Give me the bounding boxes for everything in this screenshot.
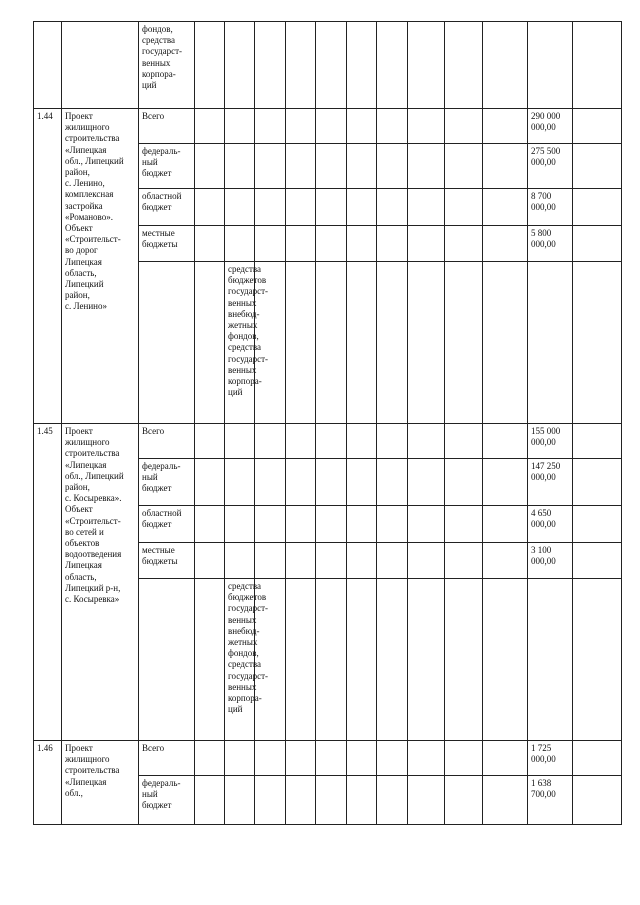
funding-source-cell: Всего bbox=[139, 424, 195, 459]
empty-cell bbox=[195, 543, 225, 579]
empty-cell bbox=[255, 543, 286, 579]
empty-cell bbox=[483, 189, 528, 226]
empty-cell bbox=[286, 144, 316, 189]
empty-cell bbox=[483, 776, 528, 825]
empty-cell bbox=[347, 776, 377, 825]
empty-cell bbox=[377, 506, 408, 543]
empty-cell bbox=[377, 579, 408, 741]
empty-cell bbox=[445, 741, 483, 776]
empty-cell bbox=[225, 543, 255, 579]
table-row bbox=[34, 109, 622, 144]
empty-cell bbox=[573, 579, 622, 741]
empty-cell bbox=[225, 109, 255, 144]
item-number-cell: 1.45 bbox=[34, 424, 62, 741]
budget-table bbox=[33, 21, 622, 825]
empty-cell bbox=[225, 22, 255, 109]
empty-cell bbox=[377, 424, 408, 459]
empty-cell bbox=[408, 109, 445, 144]
empty-cell bbox=[483, 459, 528, 506]
empty-cell bbox=[408, 776, 445, 825]
empty-cell bbox=[445, 579, 483, 741]
empty-cell bbox=[255, 506, 286, 543]
empty-cell bbox=[573, 226, 622, 262]
empty-cell bbox=[255, 144, 286, 189]
empty-cell bbox=[445, 189, 483, 226]
empty-cell bbox=[408, 22, 445, 109]
empty-cell bbox=[377, 741, 408, 776]
empty-cell bbox=[408, 741, 445, 776]
empty-cell bbox=[445, 262, 483, 424]
empty-cell bbox=[445, 543, 483, 579]
empty-cell bbox=[573, 189, 622, 226]
empty-cell bbox=[347, 262, 377, 424]
project-cell: Проект жилищного строительства «Липецкая обл., Липецкий район, с. Ленино, комплексная застройка «Романово». Объект «Строительст- во дорог Липецкая область, Липецкий район, с. Ленино» bbox=[62, 109, 139, 424]
empty-cell bbox=[195, 776, 225, 825]
empty-cell bbox=[286, 189, 316, 226]
empty-cell bbox=[195, 189, 225, 226]
empty-cell bbox=[255, 226, 286, 262]
empty-cell bbox=[225, 776, 255, 825]
table-row bbox=[34, 741, 622, 776]
empty-cell bbox=[316, 109, 347, 144]
amount-cell: 155 000 000,00 bbox=[528, 424, 573, 459]
item-number-cell: 1.44 bbox=[34, 109, 62, 424]
empty-cell bbox=[286, 506, 316, 543]
empty-cell bbox=[377, 226, 408, 262]
funding-source-cell: областной бюджет bbox=[139, 506, 195, 543]
empty-cell bbox=[408, 543, 445, 579]
empty-cell bbox=[377, 144, 408, 189]
empty-cell bbox=[573, 506, 622, 543]
empty-cell bbox=[316, 424, 347, 459]
empty-cell bbox=[286, 424, 316, 459]
empty-cell bbox=[377, 776, 408, 825]
empty-cell bbox=[347, 424, 377, 459]
funding-source-cell: федераль- ный бюджет bbox=[139, 144, 195, 189]
funding-source-cell: Всего bbox=[139, 109, 195, 144]
empty-cell bbox=[528, 579, 573, 741]
empty-cell bbox=[408, 459, 445, 506]
empty-cell bbox=[255, 424, 286, 459]
table-row bbox=[34, 424, 622, 459]
empty-cell bbox=[408, 424, 445, 459]
empty-cell bbox=[195, 459, 225, 506]
empty-cell bbox=[347, 226, 377, 262]
empty-cell bbox=[573, 22, 622, 109]
empty-cell bbox=[347, 189, 377, 226]
empty-cell bbox=[483, 741, 528, 776]
empty-cell bbox=[316, 776, 347, 825]
empty-cell bbox=[377, 189, 408, 226]
amount-cell: 1 638 700,00 bbox=[528, 776, 573, 825]
empty-cell bbox=[445, 776, 483, 825]
funding-source-cell: местные бюджеты bbox=[139, 226, 195, 262]
empty-cell bbox=[195, 22, 225, 109]
empty-cell bbox=[483, 262, 528, 424]
empty-cell bbox=[255, 459, 286, 506]
empty-cell bbox=[225, 144, 255, 189]
project-cell bbox=[62, 22, 139, 109]
empty-cell bbox=[347, 109, 377, 144]
item-number-cell: 1.46 bbox=[34, 741, 62, 825]
empty-cell bbox=[286, 459, 316, 506]
empty-cell bbox=[377, 22, 408, 109]
empty-cell bbox=[408, 144, 445, 189]
empty-cell bbox=[445, 226, 483, 262]
empty-cell bbox=[316, 262, 347, 424]
empty-cell bbox=[195, 109, 225, 144]
amount-cell: 275 500 000,00 bbox=[528, 144, 573, 189]
empty-cell bbox=[286, 262, 316, 424]
empty-cell bbox=[573, 262, 622, 424]
empty-cell bbox=[483, 22, 528, 109]
empty-cell bbox=[316, 506, 347, 543]
empty-cell bbox=[408, 189, 445, 226]
empty-cell bbox=[225, 459, 255, 506]
amount-cell: 5 800 000,00 bbox=[528, 226, 573, 262]
empty-cell bbox=[286, 579, 316, 741]
empty-cell bbox=[286, 741, 316, 776]
empty-cell bbox=[347, 579, 377, 741]
funding-source-cell: средства бюджетов государст- венных внебюд- жетных фондов, средства государст- венных корпора- ций bbox=[225, 262, 255, 424]
empty-cell bbox=[347, 144, 377, 189]
amount-cell: 147 250 000,00 bbox=[528, 459, 573, 506]
item-number-cell bbox=[34, 22, 62, 109]
item-number-cell bbox=[139, 262, 195, 424]
empty-cell bbox=[347, 22, 377, 109]
empty-cell bbox=[483, 109, 528, 144]
empty-cell bbox=[483, 543, 528, 579]
empty-cell bbox=[408, 226, 445, 262]
empty-cell bbox=[347, 506, 377, 543]
empty-cell bbox=[225, 741, 255, 776]
amount-cell: 290 000 000,00 bbox=[528, 109, 573, 144]
project-cell: Проект жилищного строительства «Липецкая обл., bbox=[62, 741, 139, 825]
empty-cell bbox=[483, 579, 528, 741]
funding-source-cell: Всего bbox=[139, 741, 195, 776]
empty-cell bbox=[408, 579, 445, 741]
empty-cell bbox=[377, 109, 408, 144]
funding-source-cell: федераль- ный бюджет bbox=[139, 776, 195, 825]
empty-cell bbox=[347, 741, 377, 776]
empty-cell bbox=[445, 459, 483, 506]
empty-cell bbox=[316, 144, 347, 189]
empty-cell bbox=[573, 109, 622, 144]
empty-cell bbox=[573, 741, 622, 776]
empty-cell bbox=[316, 22, 347, 109]
empty-cell bbox=[445, 144, 483, 189]
empty-cell bbox=[377, 262, 408, 424]
empty-cell bbox=[225, 189, 255, 226]
empty-cell bbox=[195, 424, 225, 459]
funding-source-cell: средства бюджетов государст- венных внебюд- жетных фондов, средства государст- венных корпора- ций bbox=[225, 579, 255, 741]
empty-cell bbox=[316, 579, 347, 741]
empty-cell bbox=[445, 424, 483, 459]
empty-cell bbox=[316, 741, 347, 776]
empty-cell bbox=[286, 109, 316, 144]
empty-cell bbox=[255, 109, 286, 144]
empty-cell bbox=[316, 459, 347, 506]
empty-cell bbox=[316, 543, 347, 579]
funding-source-cell: областной бюджет bbox=[139, 189, 195, 226]
empty-cell bbox=[225, 424, 255, 459]
item-number-cell bbox=[139, 579, 195, 741]
empty-cell bbox=[347, 459, 377, 506]
empty-cell bbox=[573, 144, 622, 189]
project-cell bbox=[195, 262, 225, 424]
empty-cell bbox=[255, 189, 286, 226]
empty-cell bbox=[573, 459, 622, 506]
project-cell: Проект жилищного строительства «Липецкая обл., Липецкий район, с. Косыревка». Объект «Строительст- во сетей и объектов водоотведения Липецкая область, Липецкий р-н, с. Косыревка» bbox=[62, 424, 139, 741]
empty-cell bbox=[225, 226, 255, 262]
table-row bbox=[34, 22, 622, 109]
funding-source-cell: федераль- ный бюджет bbox=[139, 459, 195, 506]
empty-cell bbox=[483, 506, 528, 543]
empty-cell bbox=[445, 506, 483, 543]
empty-cell bbox=[195, 226, 225, 262]
empty-cell bbox=[255, 741, 286, 776]
empty-cell bbox=[408, 262, 445, 424]
amount-cell bbox=[528, 22, 573, 109]
empty-cell bbox=[445, 22, 483, 109]
empty-cell bbox=[195, 144, 225, 189]
empty-cell bbox=[483, 424, 528, 459]
empty-cell bbox=[483, 144, 528, 189]
empty-cell bbox=[286, 776, 316, 825]
empty-cell bbox=[445, 109, 483, 144]
amount-cell: 8 700 000,00 bbox=[528, 189, 573, 226]
project-cell bbox=[195, 579, 225, 741]
empty-cell bbox=[316, 189, 347, 226]
empty-cell bbox=[573, 424, 622, 459]
empty-cell bbox=[195, 741, 225, 776]
empty-cell bbox=[286, 543, 316, 579]
amount-cell: 4 650 000,00 bbox=[528, 506, 573, 543]
funding-source-cell: местные бюджеты bbox=[139, 543, 195, 579]
empty-cell bbox=[573, 543, 622, 579]
funding-source-cell: фондов, средства государст- венных корпора- ций bbox=[139, 22, 195, 109]
empty-cell bbox=[195, 506, 225, 543]
empty-cell bbox=[573, 776, 622, 825]
empty-cell bbox=[347, 543, 377, 579]
amount-cell: 1 725 000,00 bbox=[528, 741, 573, 776]
empty-cell bbox=[225, 506, 255, 543]
empty-cell bbox=[255, 776, 286, 825]
empty-cell bbox=[286, 22, 316, 109]
empty-cell bbox=[528, 262, 573, 424]
empty-cell bbox=[483, 226, 528, 262]
amount-cell: 3 100 000,00 bbox=[528, 543, 573, 579]
empty-cell bbox=[316, 226, 347, 262]
empty-cell bbox=[286, 226, 316, 262]
empty-cell bbox=[377, 459, 408, 506]
empty-cell bbox=[408, 506, 445, 543]
empty-cell bbox=[377, 543, 408, 579]
empty-cell bbox=[255, 22, 286, 109]
